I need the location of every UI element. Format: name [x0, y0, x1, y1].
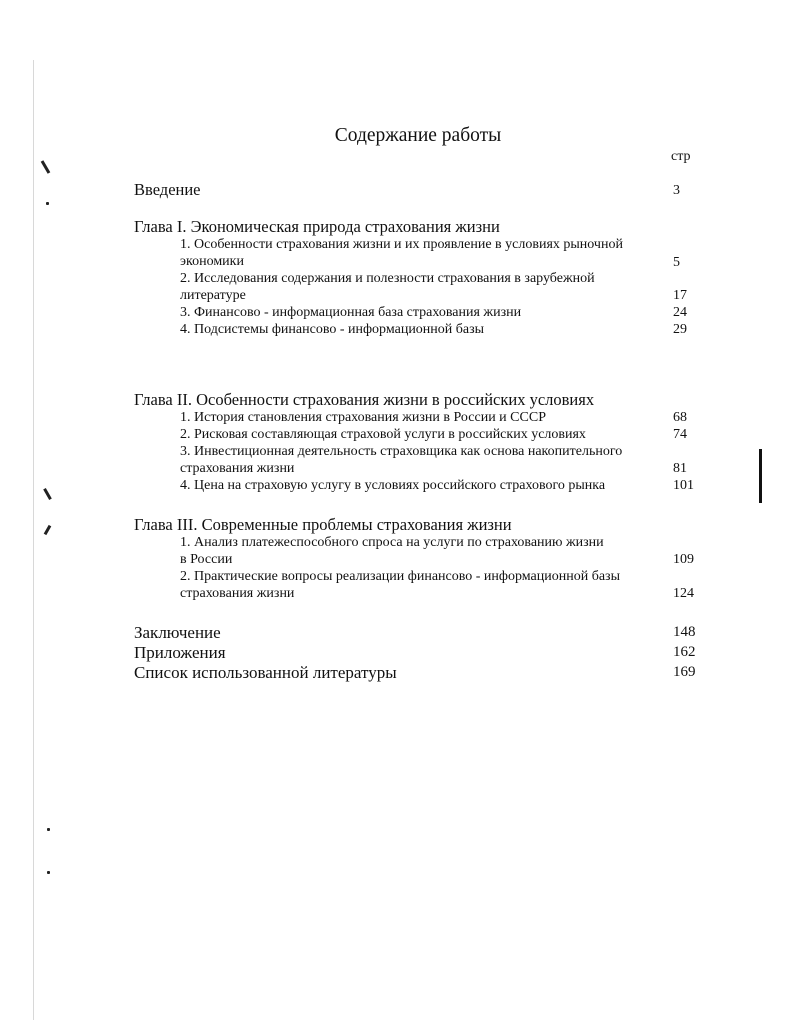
scan-artifact-dot: [46, 202, 49, 205]
chapter-2-title: Глава II. Особенности страхования жизни в российских условиях: [134, 390, 595, 409]
toc-entry-page: 17: [673, 288, 687, 303]
toc-entry-page: 124: [673, 586, 694, 601]
scan-artifact-dot: [47, 871, 50, 874]
toc-entry-line: 4. Подсистемы финансово - информационной базы: [180, 322, 485, 337]
toc-entry-line: страхования жизни: [180, 586, 295, 601]
toc-entry-page: 109: [673, 552, 694, 567]
closing-bibliography-page: 169: [673, 664, 696, 680]
toc-entry-line: экономики: [180, 254, 244, 269]
toc-entry-page: 101: [673, 478, 694, 493]
toc-entry-page: 68: [673, 410, 687, 425]
toc-entry-page: 24: [673, 305, 687, 320]
closing-conclusion-label: Заключение: [134, 623, 221, 642]
toc-entry-line: 2. Рисковая составляющая страховой услуги в российских условиях: [180, 427, 586, 442]
intro-label: Введение: [134, 180, 201, 199]
chapter-1-title: Глава I. Экономическая природа страхования жизни: [134, 217, 500, 236]
page-title: Содержание работы: [334, 125, 502, 146]
toc-entry-line: 1. Особенности страхования жизни и их проявление в условиях рыночной: [180, 237, 623, 252]
toc-entry-line: 4. Цена на страховую услугу в условиях российского страхового рынка: [180, 478, 606, 493]
toc-entry-line: литературе: [180, 288, 246, 303]
intro-page: 3: [673, 183, 680, 198]
toc-entry-line: 2. Практические вопросы реализации финансово - информационной базы: [180, 569, 620, 584]
toc-entry-page: 29: [673, 322, 687, 337]
scan-artifact-dot: [47, 828, 50, 831]
scan-artifact-mark: [44, 525, 52, 535]
toc-entry-line: 2. Исследования содержания и полезности страхования в зарубежной: [180, 271, 595, 286]
scan-artifact-mark: [43, 488, 52, 500]
closing-appendix-page: 162: [673, 644, 696, 660]
scan-edge-bar: [759, 449, 762, 503]
toc-entry-line: 1. Анализ платежеспособного спроса на услуги по страхованию жизни: [180, 535, 604, 550]
toc-entry-line: страхования жизни: [180, 461, 295, 476]
closing-appendix-label: Приложения: [134, 643, 226, 662]
toc-entry-line: 1. История становления страхования жизни в России и СССР: [180, 410, 546, 425]
toc-entry-line: 3. Финансово - информационная база страхования жизни: [180, 305, 522, 320]
toc-entry-page: 74: [673, 427, 687, 442]
scan-artifact-mark: [41, 160, 51, 174]
toc-entry-page: 81: [673, 461, 687, 476]
toc-entry-line: 3. Инвестиционная деятельность страховщика как основа накопительного: [180, 444, 623, 459]
closing-conclusion-page: 148: [673, 624, 696, 640]
scan-edge-line: [33, 60, 34, 1020]
toc-entry-page: 5: [673, 255, 680, 270]
page-column-label: стр: [671, 149, 691, 164]
toc-entry-line: в России: [180, 552, 233, 567]
chapter-3-title: Глава III. Современные проблемы страхования жизни: [134, 515, 512, 534]
closing-bibliography-label: Список использованной литературы: [134, 663, 397, 682]
